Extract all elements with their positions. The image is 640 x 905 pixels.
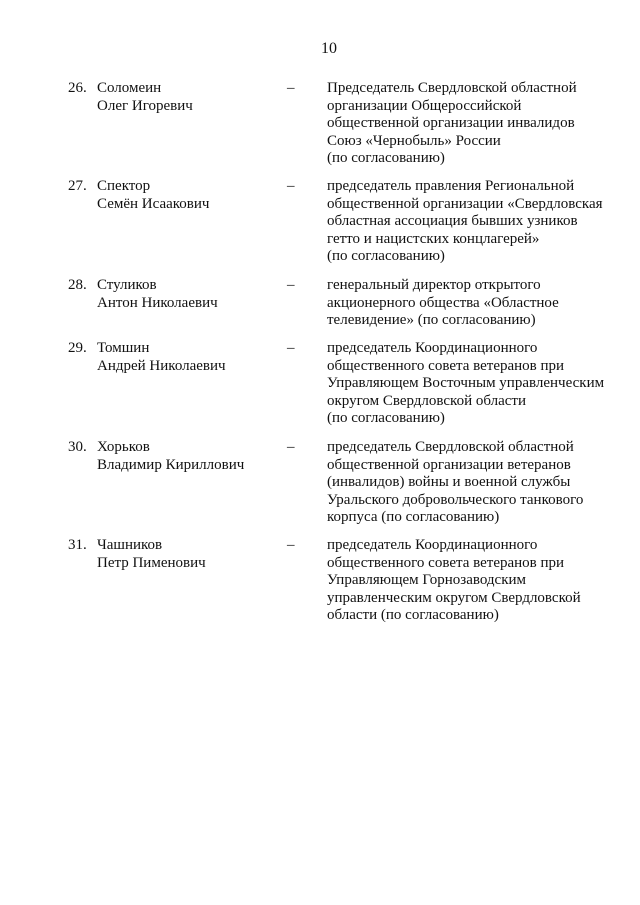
entry-dash: – xyxy=(287,439,295,455)
member-list xyxy=(0,80,640,627)
entry-description xyxy=(327,439,623,527)
entry-name xyxy=(97,340,277,375)
entry-given-names: Андрей Николаевич xyxy=(97,357,226,374)
description-line: общественного совета ветеранов при xyxy=(327,554,565,571)
description-line: корпуса (по согласованию) xyxy=(327,509,500,525)
description-line: (по согласованию) xyxy=(327,410,445,426)
entry-number: 29. xyxy=(68,340,87,356)
entry-given-names: Семён Исаакович xyxy=(97,195,210,212)
entry-number: 26. xyxy=(68,80,87,96)
entry-name xyxy=(97,277,277,312)
entry-number: 30. xyxy=(68,439,87,455)
entry-number: 27. xyxy=(68,178,87,194)
description-line: гетто и нацистских концлагерей» xyxy=(327,230,540,247)
list-item xyxy=(0,537,640,627)
description-line: телевидение» (по согласованию) xyxy=(327,312,536,328)
entry-description xyxy=(327,340,623,428)
entry-name xyxy=(97,537,277,572)
description-line: (по согласованию) xyxy=(327,248,445,264)
description-line: Управляющем Горнозаводским xyxy=(327,572,527,588)
list-item xyxy=(0,277,640,340)
list-item xyxy=(0,178,640,277)
entry-description xyxy=(327,178,623,266)
entry-given-names: Петр Пименович xyxy=(97,554,206,571)
entry-description xyxy=(327,80,623,168)
entry-dash: – xyxy=(287,537,295,553)
description-line: председатель Координационного xyxy=(327,340,538,356)
description-line: Управляющем Восточным управленческим xyxy=(327,375,605,391)
description-line: (инвалидов) войны и военной службы xyxy=(327,474,571,490)
description-line: округом Свердловской области xyxy=(327,392,526,409)
entry-surname: Томшин xyxy=(97,340,150,356)
description-line: управленческим округом Свердловской xyxy=(327,589,581,606)
entry-given-names: Олег Игоревич xyxy=(97,97,193,114)
entry-surname: Чашников xyxy=(97,537,163,553)
entry-name xyxy=(97,80,277,115)
entry-name xyxy=(97,439,277,474)
list-item xyxy=(0,439,640,537)
entry-surname: Соломеин xyxy=(97,80,162,96)
description-line: председатель Координационного xyxy=(327,537,538,553)
entry-given-names: Антон Николаевич xyxy=(97,294,218,311)
list-item xyxy=(0,80,640,178)
entry-number: 28. xyxy=(68,277,87,293)
entry-dash: – xyxy=(287,340,295,356)
description-line: Союз «Чернобыль» России xyxy=(327,132,501,149)
description-line: Уральского добровольческого танкового xyxy=(327,491,584,508)
entry-number: 31. xyxy=(68,537,87,553)
description-line: общественного совета ветеранов при xyxy=(327,357,565,374)
description-line: областная ассоциация бывших узников xyxy=(327,213,578,229)
description-line: общественной организации инвалидов xyxy=(327,115,575,131)
entry-dash: – xyxy=(287,277,295,293)
description-line: организации Общероссийской xyxy=(327,97,522,114)
entry-description xyxy=(327,537,623,625)
description-line: области (по согласованию) xyxy=(327,607,499,623)
description-line: (по согласованию) xyxy=(327,150,445,166)
entry-surname: Хорьков xyxy=(97,439,150,455)
description-line: общественной организации «Свердловская xyxy=(327,195,603,212)
description-line: Председатель Свердловской областной xyxy=(327,80,577,96)
description-line: председатель правления Региональной xyxy=(327,178,575,194)
list-item xyxy=(0,340,640,439)
entry-description xyxy=(327,277,623,330)
description-line: председатель Свердловской областной xyxy=(327,439,574,455)
description-line: акционерного общества «Областное xyxy=(327,294,559,311)
entry-surname: Стуликов xyxy=(97,277,157,293)
entry-given-names: Владимир Кириллович xyxy=(97,456,245,473)
entry-name xyxy=(97,178,277,213)
entry-dash: – xyxy=(287,178,295,194)
description-line: генеральный директор открытого xyxy=(327,277,541,293)
entry-surname: Спектор xyxy=(97,178,151,194)
description-line: общественной организации ветеранов xyxy=(327,456,571,473)
entry-dash: – xyxy=(287,80,295,96)
page-number: 10 xyxy=(321,40,337,57)
